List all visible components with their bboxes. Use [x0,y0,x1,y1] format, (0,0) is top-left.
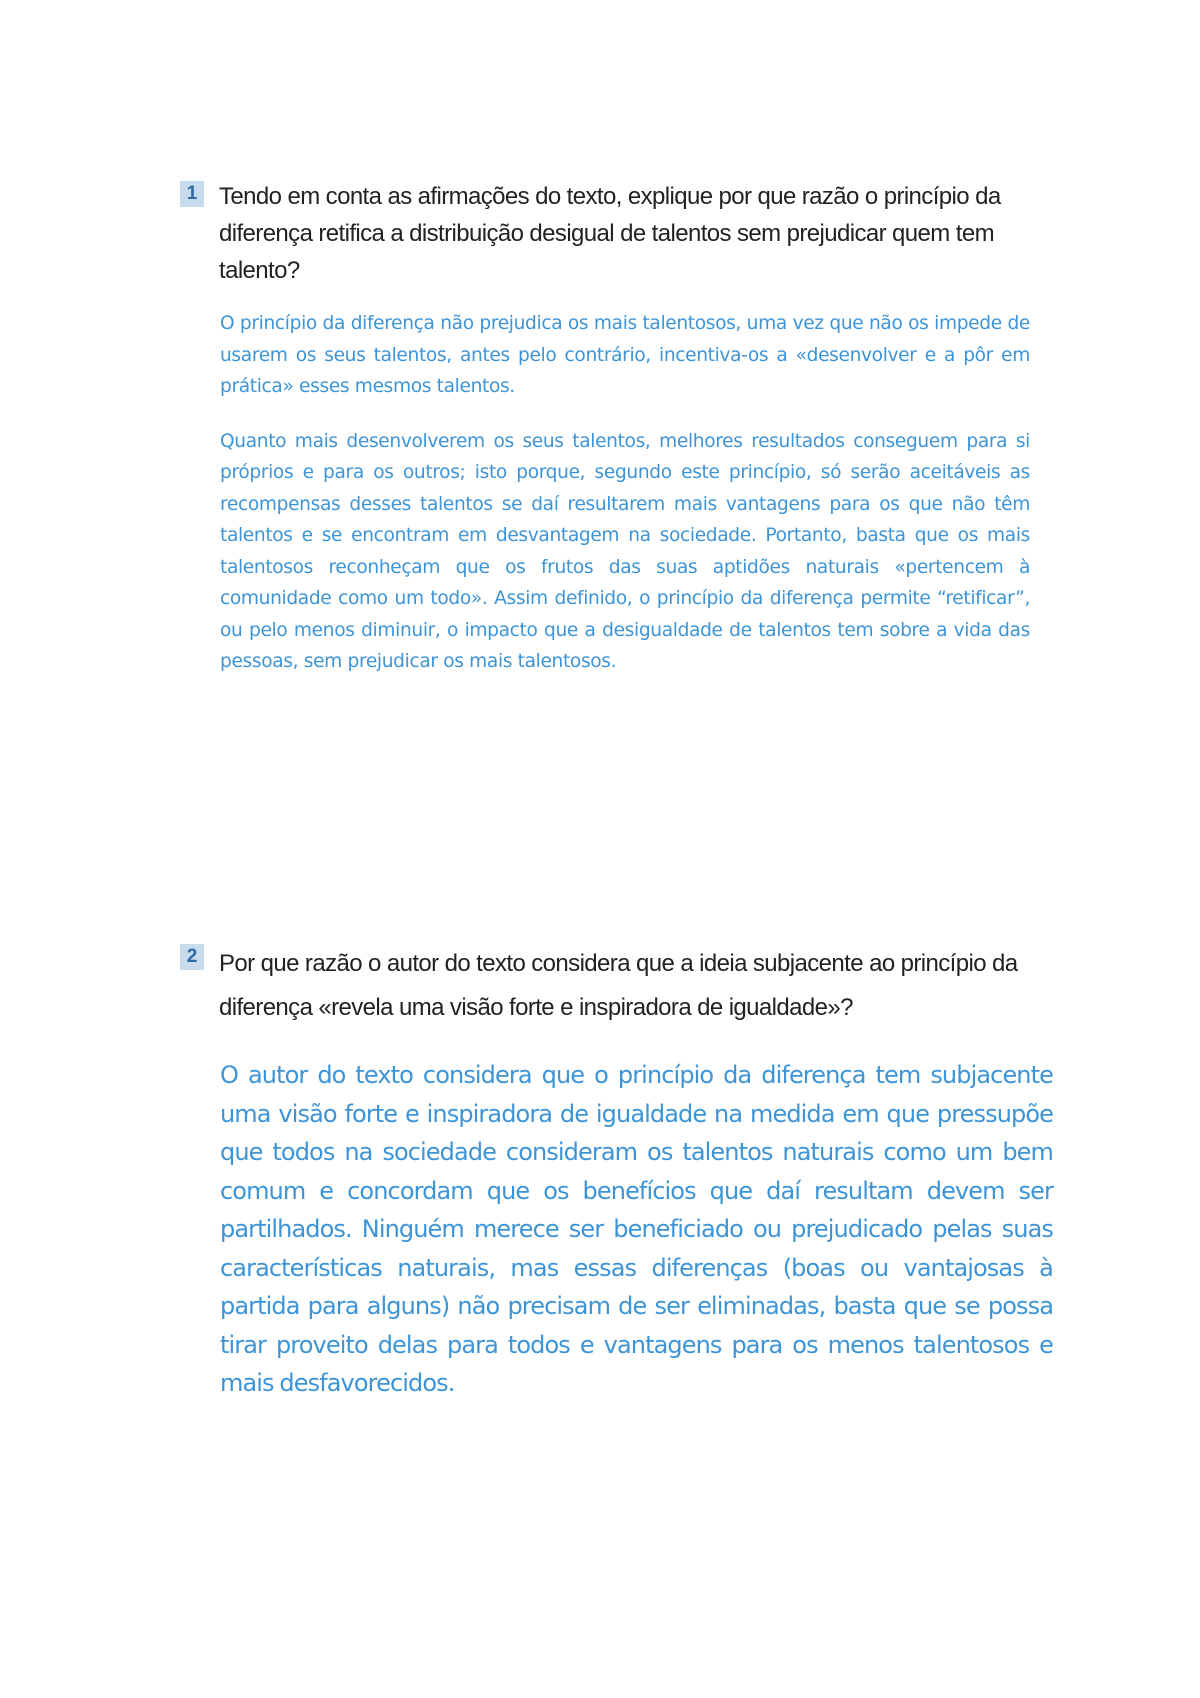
answer-1-paragraph-2: Quanto mais desenvolverem os seus talentos, melhores resultados conseguem para si próprios e para os outros; isto porque, segundo este princípio, só serão aceitáveis as recompensas desses talentos se daí resultarem mais vantagens para os que não têm talentos e se encontram em desvantagem na sociedade. Portanto, basta que os mais talentosos reconheçam que os frutos das suas aptidões naturais «pertencem à comunidade como um todo». Assim definido, o princípio da diferença permite “retificar”, ou pelo menos diminuir, o impacto que a desigualdade de talentos tem sobre a vida das pessoas, sem prejudicar os mais talentosos. [220,430,1030,672]
question-2-text: Por que razão o autor do texto considera que a ideia subjacente ao princípio da diferença «revela uma visão forte e inspiradora de igualdade»? [219,950,1018,1021]
answer-2 [220,1056,1053,1403]
answer-1 [220,308,1030,678]
question-number-badge: 1 [180,181,204,207]
question-1-text: Tendo em conta as afirmações do texto, explique por que razão o princípio da diferença retifica a distribuição desigual de talentos sem prejudicar quem tem talento? [219,183,1001,284]
answer-1-paragraph-1: O princípio da diferença não prejudica os mais talentosos, uma vez que não os impede de usarem os seus talentos, antes pelo contrário, incentiva-os a «desenvolver e a pôr em prática» esses mesmos talentos. [220,313,1030,397]
question-number-badge: 2 [180,944,204,970]
answer-2-paragraph-1: O autor do texto considera que o princípio da diferença tem subjacente uma visão forte e inspiradora de igualdade na medida em que pressupõe que todos na sociedade consideram os talentos naturais como um bem comum e concordam que os benefícios que daí resultam devem ser partilhados. Ninguém merece ser beneficiado ou prejudicado pelas suas características naturais, mas essas diferenças (boas ou vantajosas à partida para alguns) não precisam de ser eliminadas, basta que se possa tirar proveito delas para todos e vantagens para os menos talentosos e mais desfavorecidos. [220,1061,1053,1397]
